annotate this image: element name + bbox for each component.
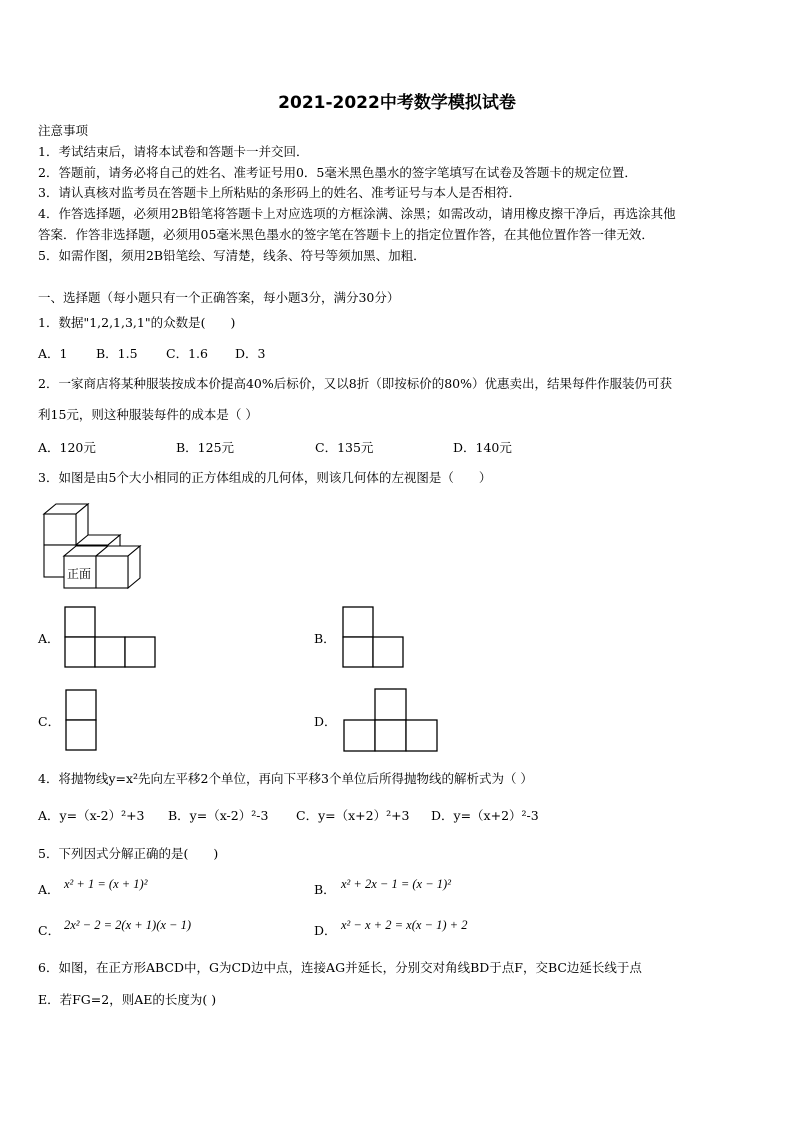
q3-option-c-figure bbox=[65, 689, 99, 751]
q5-option-d-label: D． bbox=[314, 923, 337, 938]
notice-item: 3．请认真核对监考员在答题卡上所粘贴的条形码上的姓名、准考证号与本人是否相符． bbox=[38, 185, 521, 200]
q5-option-a-label: A． bbox=[38, 882, 60, 897]
q3-option-a-figure bbox=[64, 606, 158, 668]
q1-stem: 1．数据"1,2,1,3,1"的众数是( ) bbox=[38, 315, 236, 330]
q3-front-label: 正面 bbox=[67, 567, 92, 581]
q3-option-c-label: C． bbox=[38, 714, 61, 729]
q3-option-b-figure bbox=[342, 606, 406, 668]
q2-option-d: D．140元 bbox=[453, 440, 512, 455]
q1-option-a: A．1 bbox=[38, 346, 68, 361]
q4-stem: 4．将抛物线y=x²先向左平移2个单位，再向下平移3个单位后所得抛物线的解析式为（ ） bbox=[38, 771, 533, 786]
q2-option-a: A．120元 bbox=[38, 440, 96, 455]
q4-option-a: A．y=（x-2）²+3 bbox=[38, 808, 145, 823]
q4-option-d: D．y=（x+2）²-3 bbox=[431, 808, 539, 823]
page-title: 2021-2022中考数学模拟试卷 bbox=[278, 93, 516, 113]
notice-item: 5．如需作图，须用2B铅笔绘、写清楚，线条、符号等须加黑、加粗． bbox=[38, 248, 426, 263]
q5-option-a-formula: x² + 1 = (x + 1)² bbox=[64, 877, 148, 891]
q2-option-c: C．135元 bbox=[315, 440, 374, 455]
q3-option-a-label: A． bbox=[38, 631, 60, 646]
q2-option-b: B．125元 bbox=[176, 440, 235, 455]
q5-stem: 5．下列因式分解正确的是( ) bbox=[38, 846, 219, 861]
q5-option-b-label: B． bbox=[314, 882, 336, 897]
notice-item: 1．考试结束后，请将本试卷和答题卡一并交回． bbox=[38, 144, 309, 159]
q3-option-b-label: B． bbox=[314, 631, 336, 646]
section-heading: 一、选择题（每小题只有一个正确答案，每小题3分，满分30分） bbox=[38, 290, 400, 305]
q5-option-d-formula: x² − x + 2 = x(x − 1) + 2 bbox=[341, 918, 468, 932]
q3-option-d-label: D． bbox=[314, 714, 337, 729]
q6-stem-line2: E．若FG=2，则AE的长度为( ) bbox=[38, 992, 217, 1007]
q3-stem: 3．如图是由5个大小相同的正方体组成的几何体，则该几何体的左视图是（ ） bbox=[38, 470, 492, 485]
q5-option-b-formula: x² + 2x − 1 = (x − 1)² bbox=[341, 877, 451, 891]
q6-stem-line1: 6．如图，在正方形ABCD中，G为CD边中点，连接AG并延长，分别交对角线BD于点F，交BC边延长线于点 bbox=[38, 960, 642, 975]
q2-stem-line1: 2．一家商店将某种服装按成本价提高40%后标价，又以8折（即按标价的80%）优惠卖出，结果每件作服装仍可获 bbox=[38, 376, 672, 391]
q2-stem-line2: 利15元，则这种服装每件的成本是（ ） bbox=[38, 407, 258, 422]
q1-option-b: B．1.5 bbox=[96, 346, 138, 361]
q3-option-d-figure bbox=[343, 688, 439, 752]
notice-item: 2．答题前，请务必将自己的姓名、准考证号用0．5毫米黑色墨水的签字笔填写在试卷及答题卡的规定位置． bbox=[38, 165, 637, 180]
q1-option-d: D．3 bbox=[235, 346, 266, 361]
notice-heading: 注意事项 bbox=[38, 123, 89, 138]
q4-option-c: C．y=（x+2）²+3 bbox=[296, 808, 410, 823]
q4-option-b: B．y=（x-2）²-3 bbox=[168, 808, 269, 823]
q5-option-c-label: C． bbox=[38, 923, 61, 938]
q5-option-c-formula: 2x² − 2 = 2(x + 1)(x − 1) bbox=[64, 918, 192, 932]
q1-option-c: C．1.6 bbox=[166, 346, 208, 361]
q3-cube-figure bbox=[40, 500, 150, 590]
notice-item: 答案．作答非选择题，必须用05毫米黑色墨水的签字笔在答题卡上的指定位置作答，在其他位置作答一律无效． bbox=[38, 227, 654, 242]
notice-item: 4．作答选择题，必须用2B铅笔将答题卡上对应选项的方框涂满、涂黑；如需改动，请用橡皮擦干净后，再选涂其他 bbox=[38, 206, 676, 221]
